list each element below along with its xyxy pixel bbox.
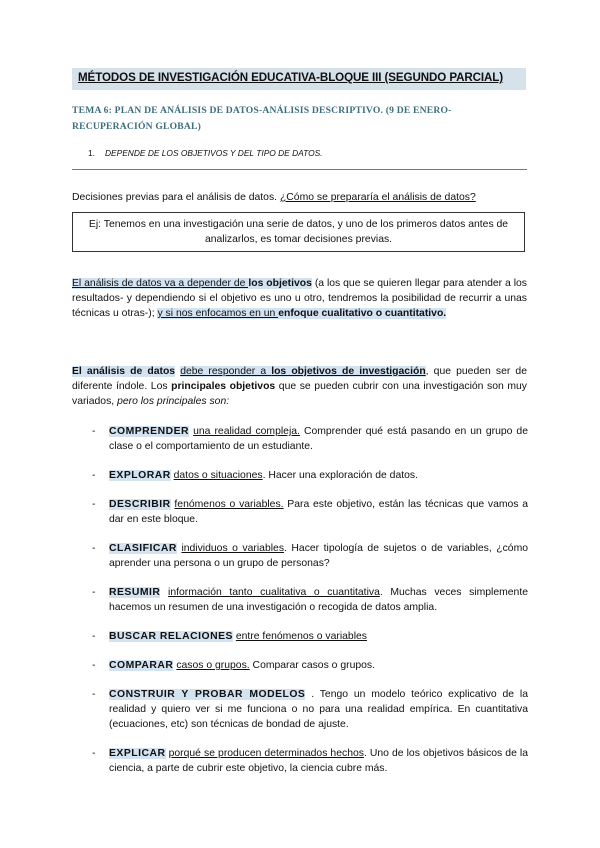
item-keyword: EXPLORAR xyxy=(109,470,171,481)
decisiones-text: Decisiones previas para el análisis de datos. xyxy=(72,192,280,203)
numbered-heading xyxy=(88,148,323,158)
p2-text-e: , que pueden ser de diferente índole. Los xyxy=(72,366,527,392)
p1-highlight-d: y si nos enfocamos en un xyxy=(157,308,279,319)
horizontal-rule xyxy=(72,169,527,170)
item-text: Comprender qué está pasando en un grupo de clase o el comportamiento de un estudiante. xyxy=(109,426,528,452)
item-keyword: CLASIFICAR xyxy=(109,543,177,554)
list-item xyxy=(92,497,528,527)
item-text: . Tengo un modelo teórico explicativo de la realidad y quiero ver si me funciona o no para una realidad empírica. En cuantitativa (ecuaciones, etc) son técnicas de bondad de ajuste. xyxy=(109,689,528,730)
p1-approach: enfoque cualitativo o cuantitativo. xyxy=(278,308,447,319)
item-text: . Uno de los objetivos básicos de la ciencia, a parte de cubrir este objetivo, la ciencia cubre más. xyxy=(109,748,529,774)
item-text: . Muchas veces simplemente hacemos un resumen de una investigación o recogida de datos amplia. xyxy=(109,587,529,613)
item-keyword: BUSCAR RELACIONES xyxy=(109,631,233,642)
numbered-heading-text: DEPENDE DE LOS OBJETIVOS Y DEL TIPO DE DATOS. xyxy=(105,148,323,158)
item-keyword: COMPRENDER xyxy=(109,426,190,437)
list-item xyxy=(92,541,528,571)
p2-main-objectives: principales objetivos xyxy=(171,381,276,392)
bullet-dash: - xyxy=(92,543,96,554)
item-text: . Hacer una exploración de datos. xyxy=(262,470,418,481)
p2-must-respond: debe responder a xyxy=(180,366,272,377)
bullet-dash: - xyxy=(92,499,96,510)
list-item xyxy=(92,746,528,776)
list-item xyxy=(92,629,528,644)
bullet-dash: - xyxy=(92,470,96,481)
item-underlined: información tanto cualitativa o cuantitativa xyxy=(168,587,380,598)
list-item xyxy=(92,687,528,732)
item-underlined: una realidad compleja. xyxy=(193,426,300,437)
item-underlined: datos o situaciones xyxy=(173,470,263,481)
item-underlined: porqué se producen determinados hechos xyxy=(168,748,364,759)
item-keyword: COMPARAR xyxy=(109,660,174,671)
item-underlined: individuos o variables xyxy=(181,543,285,554)
bullet-dash: - xyxy=(92,426,96,437)
list-item xyxy=(92,468,528,483)
item-keyword: RESUMIR xyxy=(109,587,161,598)
example-text: Ej: Tenemos en una investigación una serie de datos, y uno de los primeros datos antes de analizarlos, es tomar decisiones previas. xyxy=(88,219,509,245)
list-item xyxy=(92,658,528,673)
item-keyword: EXPLICAR xyxy=(109,748,166,759)
item-text: Para este objetivo, están las técnicas que vamos a dar en este bloque. xyxy=(109,499,529,525)
p1-objectives: los objetivos xyxy=(248,278,312,289)
decisiones-question: ¿Cómo se prepararía el análisis de datos? xyxy=(279,192,476,203)
objectives-paragraph xyxy=(72,364,527,409)
item-text: . Hacer tipología de sujetos o de variables, ¿cómo aprender una persona o un grupo de personas? xyxy=(109,543,528,569)
item-keyword: DESCRIBIR xyxy=(109,499,171,510)
p2-analysis: El análisis de datos xyxy=(72,366,176,377)
p2-italic: pero los principales son: xyxy=(117,396,230,407)
decisiones-paragraph xyxy=(72,190,527,205)
p2-research-objectives: los objetivos de investigación xyxy=(271,366,426,377)
item-underlined: fenómenos o variables. xyxy=(174,499,284,510)
p1-highlight-a: El análisis de datos va a depender de xyxy=(72,278,249,289)
item-underlined: casos o grupos. xyxy=(176,660,250,671)
bullet-dash: - xyxy=(92,689,96,700)
item-keyword: CONSTRUIR Y PROBAR MODELOS xyxy=(109,689,306,700)
list-item xyxy=(92,424,528,454)
bullet-dash: - xyxy=(92,587,96,598)
item-underlined: entre fenómenos o variables xyxy=(235,631,367,642)
p1-text: (a los que se quieren llegar para atender a los resultados- y dependiendo si el objetivo es uno u otro, tendremos la posibilidad de recurrir a unas técnicas u otras-); xyxy=(72,278,527,319)
example-box xyxy=(72,212,525,252)
item-text: Comparar casos o grupos. xyxy=(249,660,375,671)
bullet-dash: - xyxy=(92,660,96,671)
list-number: 1. xyxy=(88,148,95,158)
bullet-dash: - xyxy=(92,748,96,759)
bullet-dash: - xyxy=(92,631,96,642)
analysis-depends-paragraph xyxy=(72,276,527,321)
document-title: MÉTODOS DE INVESTIGACIÓN EDUCATIVA-BLOQUE III (SEGUNDO PARCIAL) xyxy=(78,71,504,84)
list-item xyxy=(92,585,528,615)
p2-text-g: que se pueden cubrir con una investigación son muy variados, xyxy=(72,381,527,407)
topic-heading: TEMA 6: PLAN DE ANÁLISIS DE DATOS-ANÁLISIS DESCRIPTIVO. (9 DE ENERO-RECUPERACIÓN GLOBAL) xyxy=(72,105,452,132)
